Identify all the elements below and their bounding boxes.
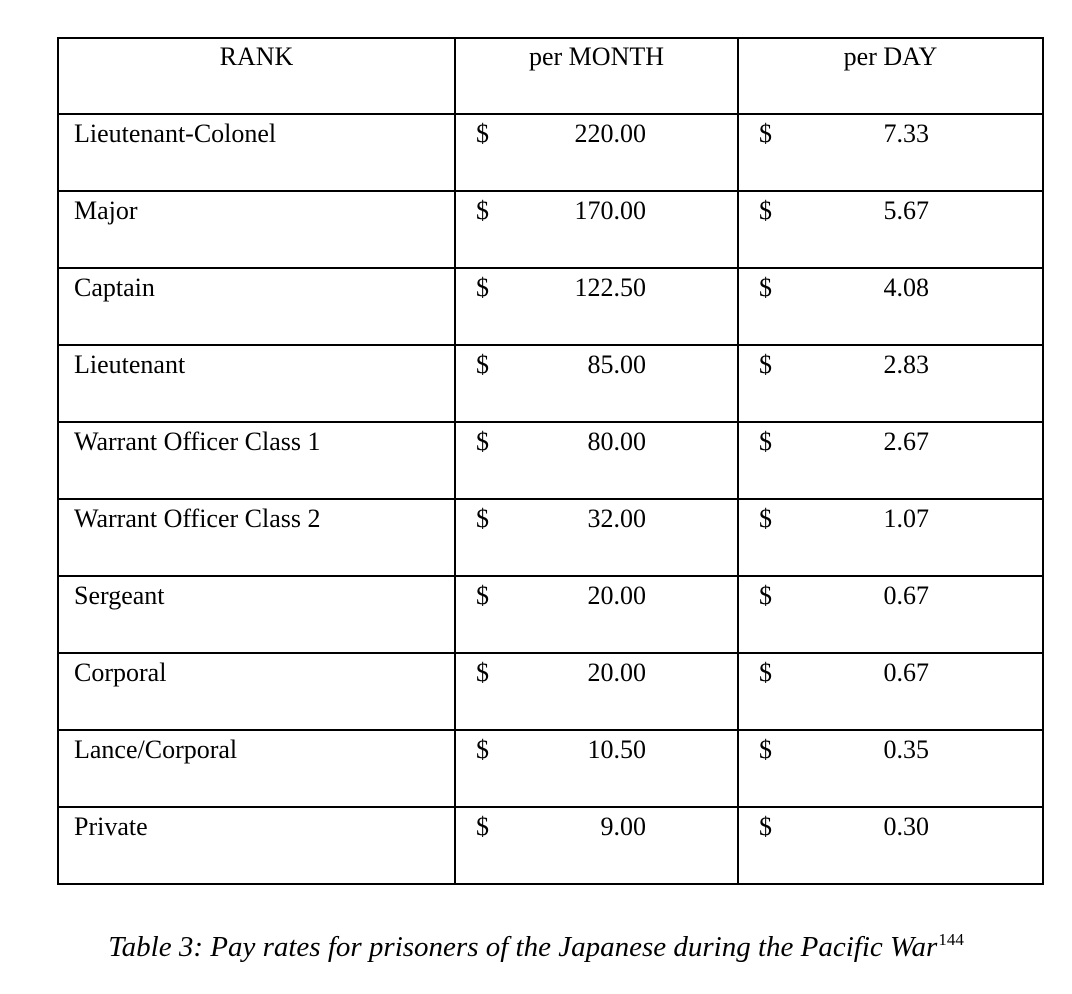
currency-symbol: $ (759, 658, 772, 687)
rank-cell: Corporal (58, 653, 455, 730)
currency-symbol: $ (476, 196, 489, 225)
currency-symbol: $ (759, 119, 772, 148)
per-day-value: 2.83 (883, 350, 929, 379)
rank-cell: Major (58, 191, 455, 268)
per-month-value: 220.00 (574, 119, 646, 148)
per-month-cell (455, 345, 738, 422)
per-day-value: 2.67 (883, 427, 929, 456)
currency-symbol: $ (476, 504, 489, 533)
per-day-value: 0.67 (883, 658, 929, 687)
header-per-month: per MONTH (455, 38, 738, 114)
per-month-value: 122.50 (574, 273, 646, 302)
rank-cell: Sergeant (58, 576, 455, 653)
rank-cell: Private (58, 807, 455, 884)
rank-cell: Warrant Officer Class 1 (58, 422, 455, 499)
currency-symbol: $ (476, 350, 489, 379)
per-day-value: 4.08 (883, 273, 929, 302)
header-row (58, 38, 1043, 114)
header-rank: RANK (58, 38, 455, 114)
currency-symbol: $ (476, 427, 489, 456)
table-row (58, 576, 1043, 653)
per-day-cell (738, 807, 1043, 884)
caption-footnote: 144 (938, 930, 964, 949)
currency-symbol: $ (759, 812, 772, 841)
rank-cell: Captain (58, 268, 455, 345)
per-day-cell (738, 345, 1043, 422)
table-row (58, 268, 1043, 345)
currency-symbol: $ (759, 581, 772, 610)
currency-symbol: $ (759, 350, 772, 379)
table-row (58, 499, 1043, 576)
per-day-value: 1.07 (883, 504, 929, 533)
per-month-cell (455, 576, 738, 653)
currency-symbol: $ (476, 273, 489, 302)
header-per-day: per DAY (738, 38, 1043, 114)
pay-rates-table (57, 37, 1044, 885)
table-row (58, 807, 1043, 884)
currency-symbol: $ (476, 735, 489, 764)
per-month-cell (455, 807, 738, 884)
per-month-cell (455, 191, 738, 268)
currency-symbol: $ (759, 735, 772, 764)
rank-cell: Lance/Corporal (58, 730, 455, 807)
table-row (58, 345, 1043, 422)
per-month-value: 85.00 (587, 350, 646, 379)
currency-symbol: $ (759, 504, 772, 533)
per-day-cell (738, 730, 1043, 807)
per-day-cell (738, 114, 1043, 191)
per-month-cell (455, 730, 738, 807)
currency-symbol: $ (476, 581, 489, 610)
per-day-value: 0.67 (883, 581, 929, 610)
per-month-cell (455, 499, 738, 576)
per-day-cell (738, 422, 1043, 499)
per-month-value: 170.00 (574, 196, 646, 225)
per-month-cell (455, 268, 738, 345)
per-day-cell (738, 576, 1043, 653)
per-day-cell (738, 191, 1043, 268)
per-day-cell (738, 268, 1043, 345)
table-row (58, 191, 1043, 268)
per-day-value: 7.33 (883, 119, 929, 148)
per-day-cell (738, 653, 1043, 730)
per-month-value: 9.00 (600, 812, 646, 841)
rank-cell: Lieutenant (58, 345, 455, 422)
per-day-value: 0.30 (883, 812, 929, 841)
currency-symbol: $ (759, 427, 772, 456)
currency-symbol: $ (759, 273, 772, 302)
table-row (58, 114, 1043, 191)
caption-text: Table 3: Pay rates for prisoners of the Japanese during the Pacific War (108, 931, 938, 963)
per-month-value: 32.00 (587, 504, 646, 533)
currency-symbol: $ (476, 812, 489, 841)
currency-symbol: $ (476, 658, 489, 687)
table-caption (0, 930, 1072, 964)
table-row (58, 422, 1043, 499)
per-month-value: 20.00 (587, 658, 646, 687)
currency-symbol: $ (759, 196, 772, 225)
per-month-cell (455, 114, 738, 191)
rank-cell: Warrant Officer Class 2 (58, 499, 455, 576)
table-row (58, 653, 1043, 730)
currency-symbol: $ (476, 119, 489, 148)
per-month-value: 80.00 (587, 427, 646, 456)
per-month-cell (455, 422, 738, 499)
per-month-value: 20.00 (587, 581, 646, 610)
per-month-cell (455, 653, 738, 730)
per-month-value: 10.50 (587, 735, 646, 764)
rank-cell: Lieutenant-Colonel (58, 114, 455, 191)
table-row (58, 730, 1043, 807)
per-day-value: 5.67 (883, 196, 929, 225)
per-day-cell (738, 499, 1043, 576)
per-day-value: 0.35 (883, 735, 929, 764)
